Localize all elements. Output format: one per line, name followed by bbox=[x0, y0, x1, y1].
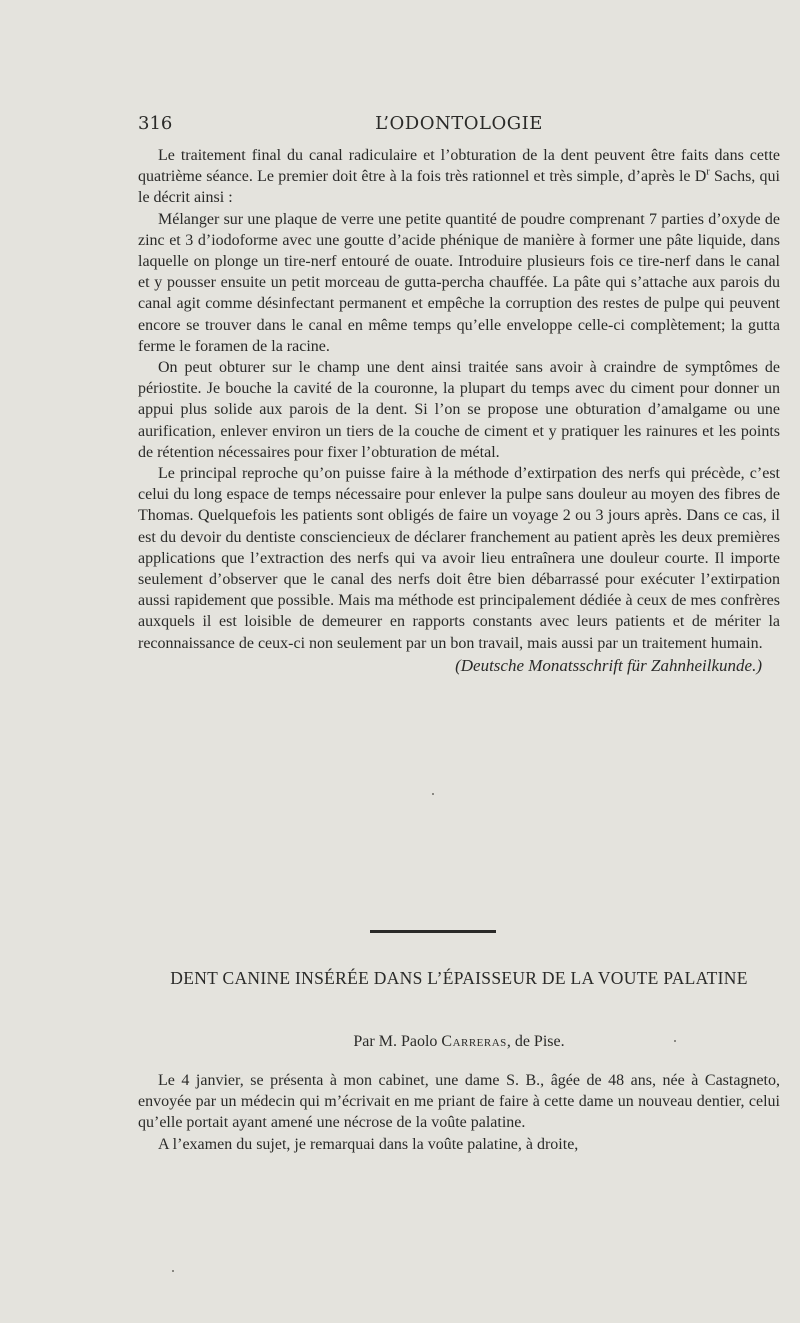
paper-speck bbox=[172, 1270, 174, 1272]
paragraph: Le traitement final du canal radiculaire et l’obturation de la dent peuvent être faits dans cette quatrième séance. Le premier doit être à la fois très rationnel et très simple, d’après le $D^r$ Sachs, qui le décrit ainsi : bbox=[138, 147, 780, 207]
running-title: L’ODONTOLOGIE bbox=[375, 113, 543, 134]
paragraph: Le 4 janvier, se présenta à mon cabinet, une dame S. B., âgée de 48 ans, née à Castagneto, envoyée par un médecin qui m’écrivait en me priant de faire à cette dame un nouveau dentier, celui qu’elle portait ayant amené une nécrose de la voûte palatine. bbox=[138, 1072, 780, 1132]
section-divider bbox=[370, 930, 496, 933]
paragraph: A l’examen du sujet, je remarquai dans la voûte palatine, à droite, bbox=[158, 1135, 579, 1153]
paper-speck bbox=[674, 1040, 676, 1042]
paragraph: On peut obturer sur le champ une dent ainsi traitée sans avoir à craindre de symptômes de périostite. Je bouche la cavité de la couronne, la plupart du temps avec du ciment pour donner un appui plus solide aux parois de la dent. Si l’on se propose une obturation d’amalgame ou une aurification, enlever environ un tiers de la couche de ciment et y pratiquer les rainures et les points de rétention nécessaires pour fixer l’obturation de métal. bbox=[138, 359, 780, 461]
page-header bbox=[138, 113, 780, 141]
article-body-continued bbox=[138, 145, 780, 676]
paragraph: Mélanger sur une plaque de verre une petite quantité de poudre comprenant 7 parties d’oxyde de zinc et 3 d’iodoforme avec une goutte d’acide phénique de manière à former une pâte liquide, dans laquelle on plonge un tire-nerf entouré de ouate. Introduire plusieurs fois ce tire-nerf dans le canal et y pousser ensuite un petit morceau de gutta-percha chauffée. La pâte qui s’attache aux parois du canal agit comme désinfectant permanent et empêche la corruption des restes de pulpe qui peuvent encore se trouver dans le canal en même temps qu’elle enveloppe celle-ci complètement; la gutta ferme le foramen de la racine. bbox=[138, 210, 780, 355]
citation: (Deutsche Monatsschrift für Zahnheilkunde.) bbox=[455, 655, 762, 675]
article-title: DENT CANINE INSÉRÉE DANS L’ÉPAISSEUR DE LA VOUTE PALATINE bbox=[170, 968, 748, 988]
superscript: r bbox=[706, 166, 710, 178]
paragraph: Le principal reproche qu’on puisse faire à la méthode d’extirpation des nerfs qui précède, c’est celui du long espace de temps nécessaire pour enlever la pulpe sans douleur au moyen des fibres de Thomas. Quelquefois les patients sont obligés de faire un voyage 2 ou 3 jours après. Dans ce cas, il est du devoir du dentiste consciencieux de déclarer franchement au patient après les deux premières applications que l’extraction des nerfs qui va avoir lieu entraînera une douleur courte. Il importe seulement d’observer que le canal des nerfs doit être bien débarrassé pour exécuter l’extirpation aussi rapidement que possible. Mais ma méthode est principalement dédiée à ceux de mes confrères auxquels il est loisible de demeurer en rapports constants avec leurs patients et de mériter la reconnaissance de ceux-ci non seulement par un bon travail, mais aussi par un traitement humain. bbox=[138, 465, 780, 652]
article-body bbox=[138, 1070, 780, 1155]
byline: Par M. Paolo Carreras, de Pise. bbox=[353, 1033, 565, 1050]
author-name: Carreras bbox=[441, 1033, 507, 1050]
paper-speck bbox=[432, 793, 434, 795]
page-number: 316 bbox=[138, 113, 173, 134]
